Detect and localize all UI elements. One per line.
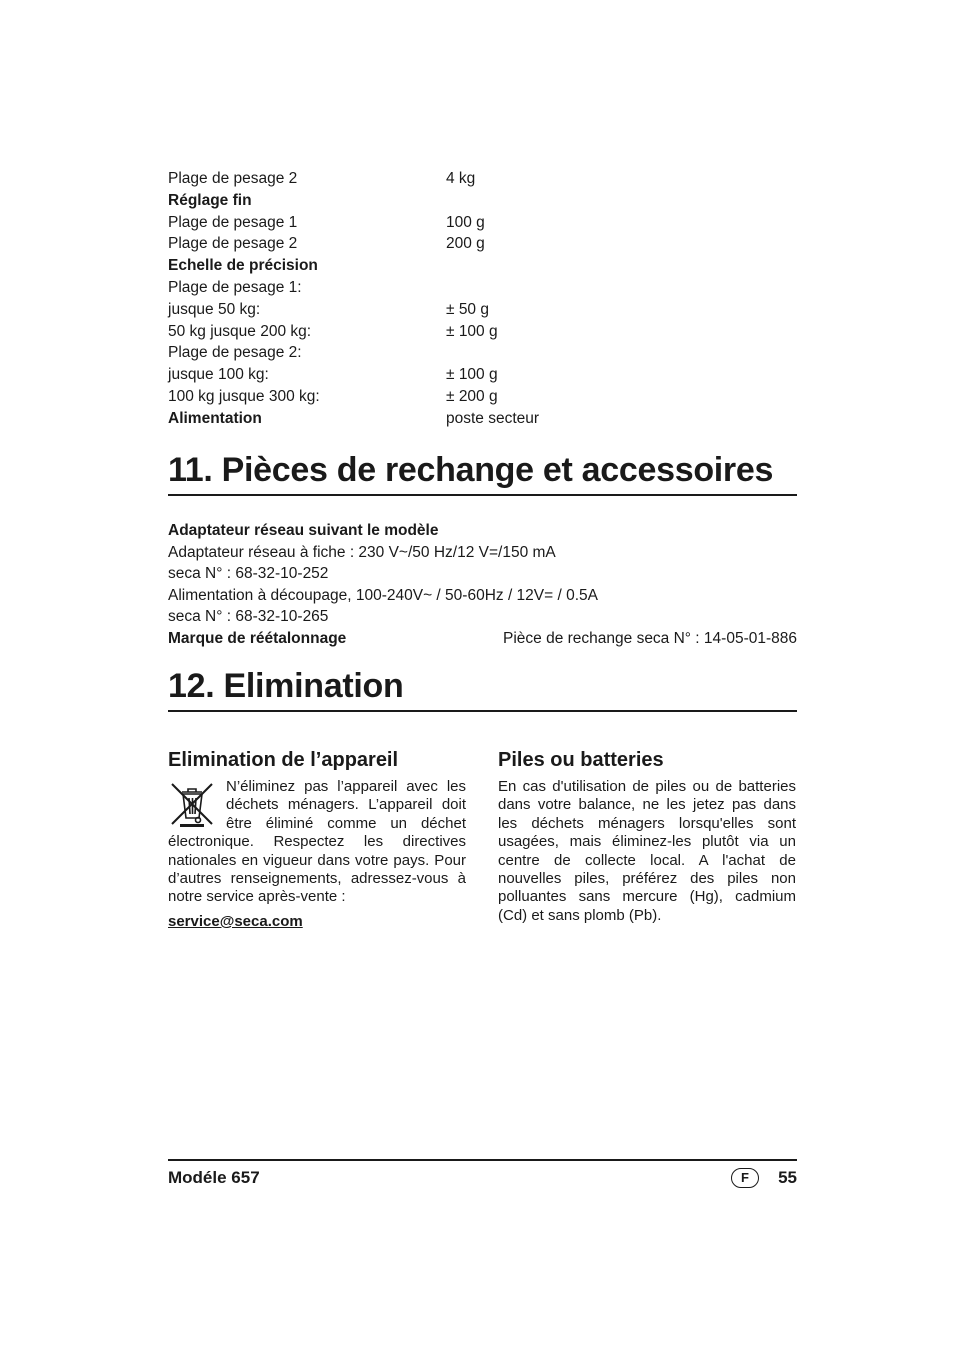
spec-label: Alimentation [168,409,262,427]
spec-row [168,342,797,364]
calibration-mark-row [168,628,797,650]
spec-row [168,364,797,386]
spec-label: jusque 100 kg: [168,366,269,384]
disposal-device-heading: Elimination de l’appareil [168,749,399,771]
spec-label: Plage de pesage 2 [168,170,298,187]
batteries-text: En cas d'utilisation de piles ou de batteries dans votre balance, ne les jetez pas dans les déchets ménagers lorsqu'elles sont usagées, mais éliminez-les plutôt via un centre de collecte local. A l'achat de nouvelles piles, préférez des piles non polluantes sans mercure (Hg), cadmium (Cd) et sans plomb (Pb). [498,778,796,924]
spec-label: Plage de pesage 2: [168,344,302,362]
adapter-line-4: seca N° : 68-32-10-265 [168,608,329,625]
spec-row [168,212,797,234]
disposal-device-text: N’éliminez pas l’appareil avec les déchets ménagers. L’appareil doit être éliminé comme un déchet électronique. Respectez les directives nationales en vigueur dans votre pays. Pour d’autres renseignements, adressez-vous à notre service après-vente : [168,778,466,906]
page-footer [168,1159,797,1195]
batteries-heading: Piles ou batteries [498,749,664,771]
calibration-mark-value: Pièce de rechange seca N° : 14-05-01-886 [503,629,797,647]
spec-value: 100 g [446,213,485,231]
disposal-device-column [168,748,466,930]
section-11-title: 11. Pièces de rechange et accessoires [168,450,797,496]
spec-label: Plage de pesage 1: [168,278,302,296]
spec-row [168,299,797,321]
section-12-title: 12. Elimination [168,666,797,712]
spec-row [168,408,797,430]
adapter-line-1: Adaptateur réseau à fiche : 230 V~/50 Hz/12 V=/150 mA [168,543,556,561]
spec-value: 4 kg [446,170,476,187]
spec-value: poste secteur [446,409,540,427]
spec-row [168,233,797,255]
calibration-mark-label: Marque de réétalonnage [168,629,347,647]
adapter-line-2: seca N° : 68-32-10-252 [168,565,329,582]
spec-value: ± 100 g [446,366,498,384]
spec-row [168,168,797,190]
model-name: Modéle 657 [168,1168,260,1187]
batteries-column [498,748,796,925]
spec-label: 50 kg jusque 200 kg: [168,322,312,340]
spec-label: jusque 50 kg: [168,300,261,318]
spec-row [168,321,797,343]
adapter-heading: Adaptateur réseau suivant le modèle [168,522,439,539]
spec-row [168,277,797,299]
spec-row [168,190,797,212]
spec-label: 100 kg jusque 300 kg: [168,387,320,405]
spec-label: Réglage fin [168,191,252,209]
service-email-link[interactable]: service@seca.com [168,912,303,930]
spec-row [168,255,797,277]
spec-label: Echelle de précision [168,257,318,275]
spec-table [168,168,797,430]
spec-value: 200 g [446,235,485,253]
spec-value: ± 200 g [446,387,498,405]
spec-label: Plage de pesage 2 [168,235,298,253]
spec-label: Plage de pesage 1 [168,213,298,231]
spec-value: ± 100 g [446,322,498,340]
spec-value: ± 50 g [446,300,489,318]
adapter-line-3: Alimentation à découpage, 100-240V~ / 50-60Hz / 12V= / 0.5A [168,586,598,604]
crossed-out-wheelie-bin-icon [168,780,216,828]
language-badge: F [731,1168,759,1188]
page-number: 55 [778,1168,797,1187]
spare-parts-list [168,520,797,649]
spec-row [168,386,797,408]
